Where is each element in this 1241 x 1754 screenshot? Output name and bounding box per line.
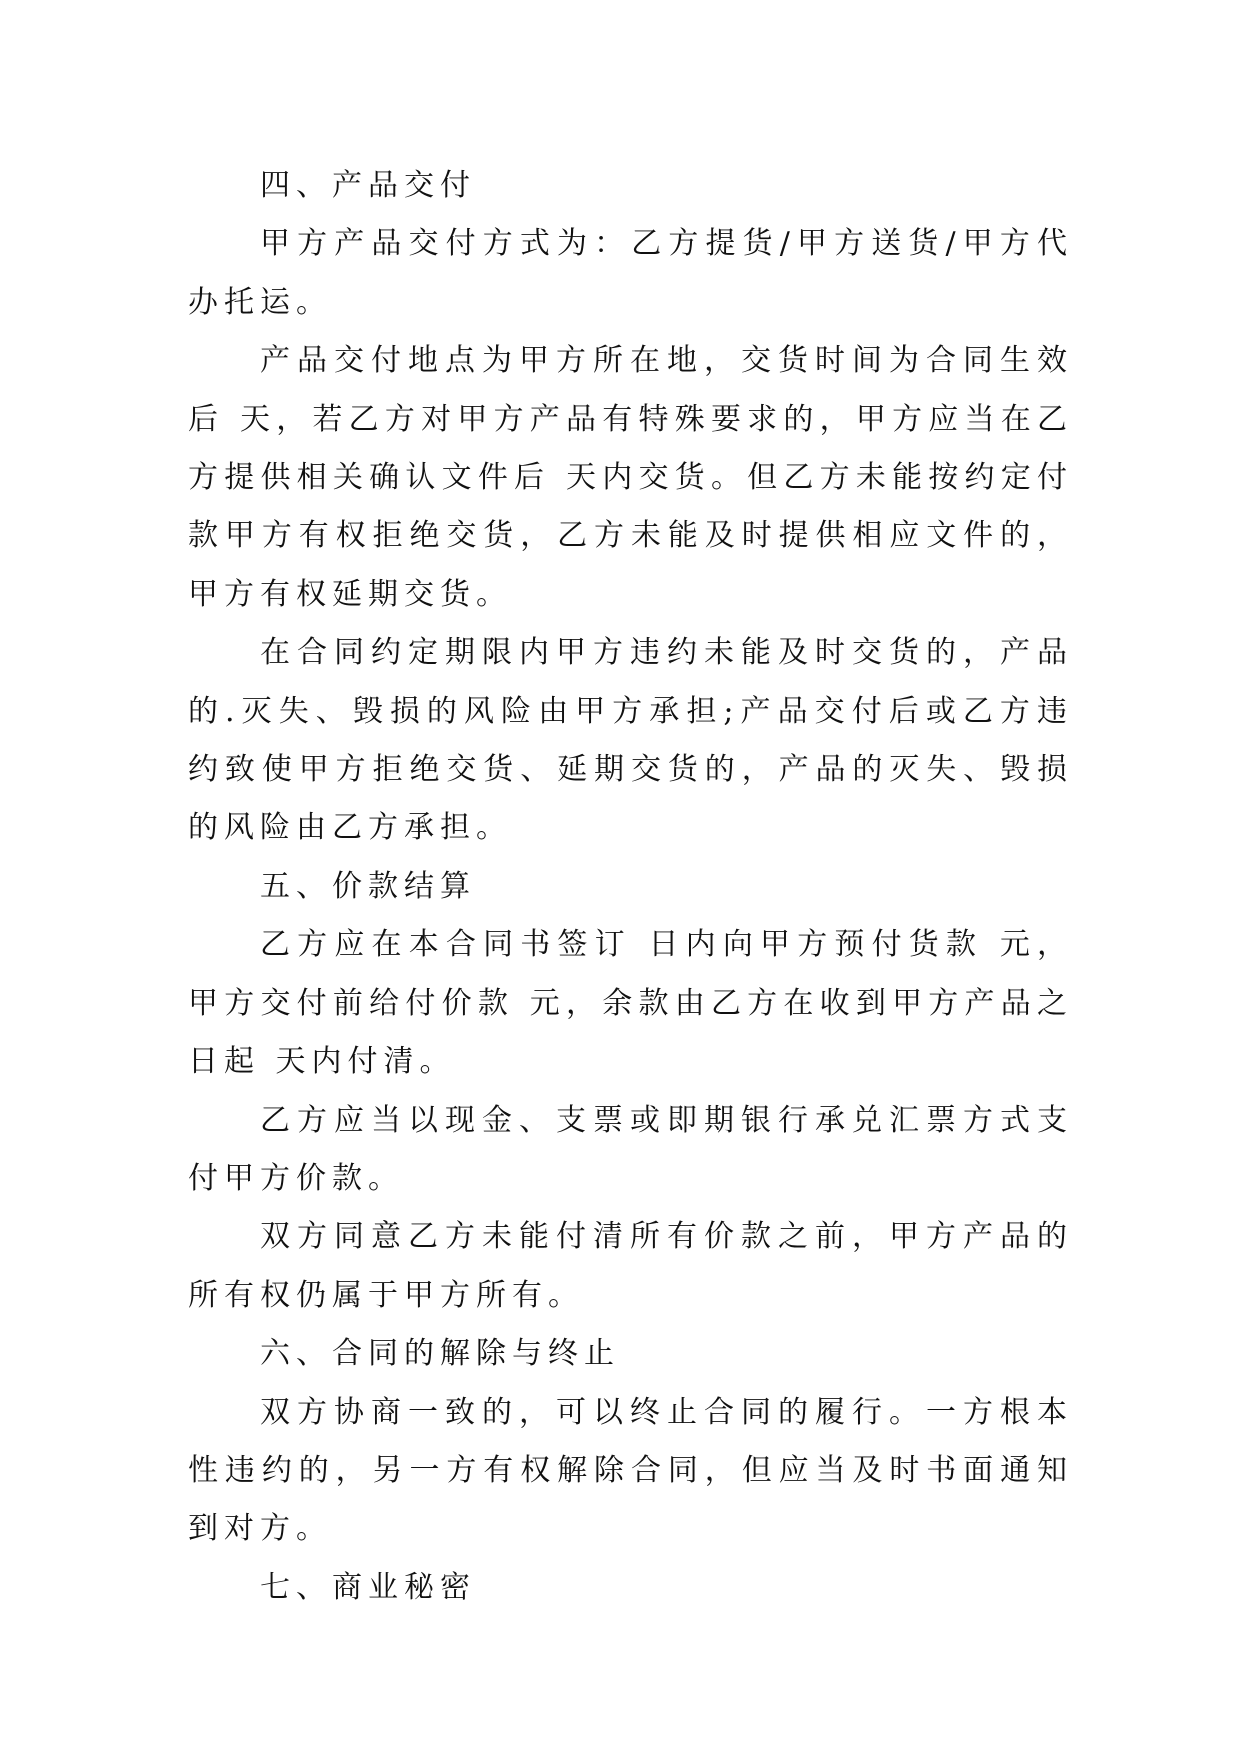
section-heading-payment: 五、价款结算 — [260, 868, 476, 904]
paragraph-delivery-risk: 在合同约定期限内甲方违约未能及时交货的，产品的.灭失、毁损的风险由甲方承担;产品交付后或乙方违约致使甲方拒绝交货、延期交货的，产品的灭失、毁损的风险由乙方承担。 — [188, 635, 1073, 846]
paragraph-termination: 双方协商一致的，可以终止合同的履行。一方根本性违约的，另一方有权解除合同，但应当及时书面通知到对方。 — [188, 1394, 1073, 1547]
document-body — [188, 157, 1073, 1617]
paragraph-delivery-method: 甲方产品交付方式为：乙方提货/甲方送货/甲方代办托运。 — [188, 226, 1073, 320]
paragraph-payment-schedule: 乙方应在本合同书签订 日内向甲方预付货款 元，甲方交付前给付价款 元，余款由乙方在收到甲方产品之日起 天内付清。 — [188, 927, 1073, 1080]
section-heading-confidentiality: 七、商业秘密 — [260, 1569, 476, 1605]
paragraph-payment-method: 乙方应当以现金、支票或即期银行承兑汇票方式支付甲方价款。 — [188, 1102, 1073, 1196]
paragraph-delivery-place-time: 产品交付地点为甲方所在地，交货时间为合同生效后 天，若乙方对甲方产品有特殊要求的，甲方应当在乙方提供相关确认文件后 天内交货。但乙方未能按约定付款甲方有权拒绝交货，乙方未能及时提供相应文件的，甲方有权延期交货。 — [188, 343, 1073, 612]
section-heading-termination: 六、合同的解除与终止 — [260, 1336, 620, 1372]
paragraph-ownership: 双方同意乙方未能付清所有价款之前，甲方产品的所有权仍属于甲方所有。 — [188, 1219, 1073, 1313]
section-heading-delivery: 四、产品交付 — [260, 168, 476, 203]
